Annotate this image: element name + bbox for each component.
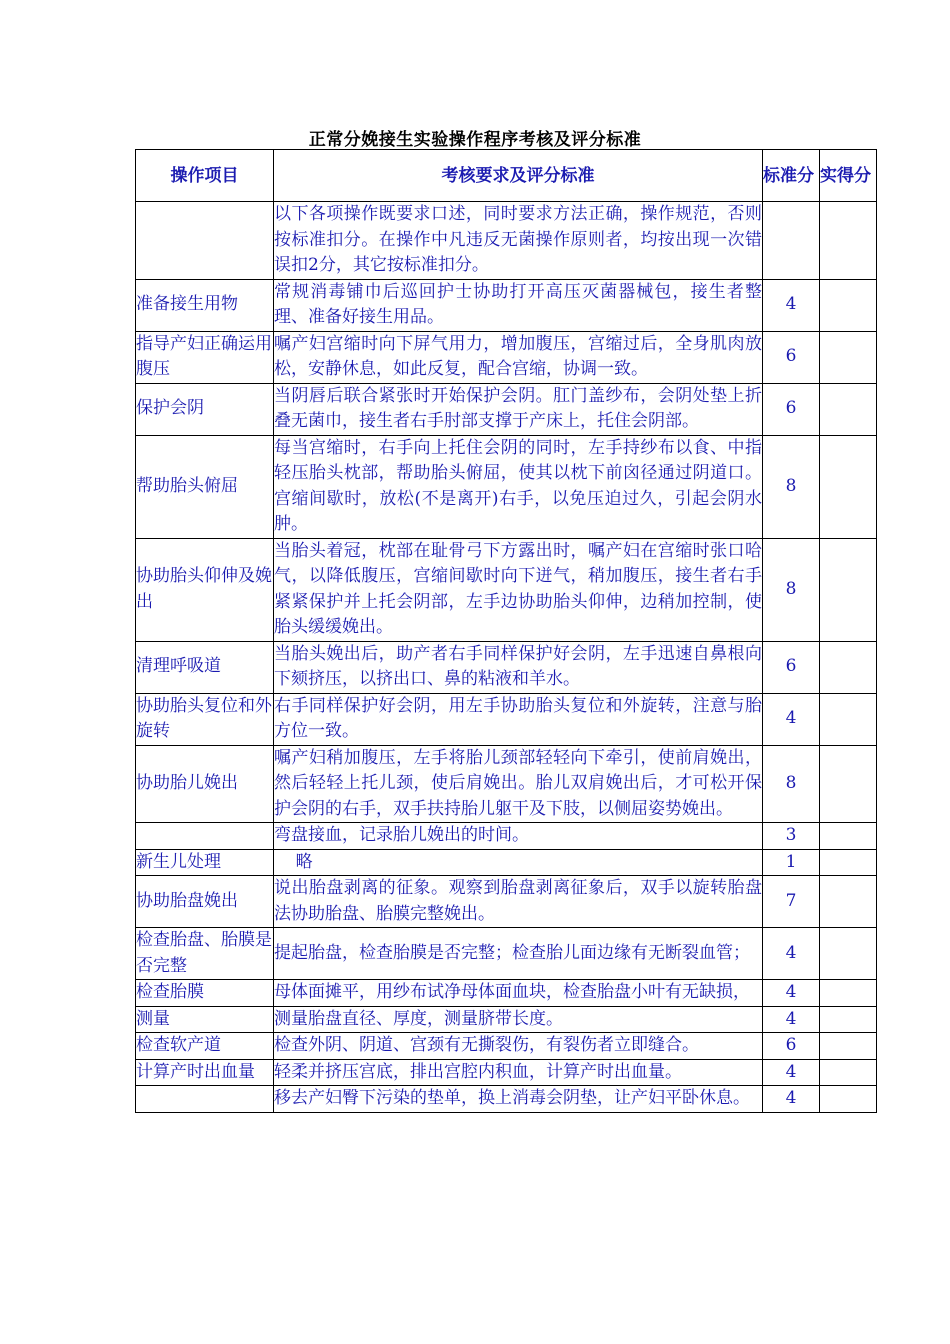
actual-score-cell[interactable] <box>820 202 877 280</box>
item-cell: 检查胎膜 <box>136 980 274 1007</box>
requirement-cell: 测量胎盘直径、厚度，测量脐带长度。 <box>274 1006 763 1033</box>
header-standard-score: 标准分 <box>763 150 820 202</box>
table-row <box>136 928 877 980</box>
standard-score-cell: 7 <box>763 876 820 928</box>
table-row <box>136 745 877 823</box>
item-cell: 指导产妇正确运用腹压 <box>136 331 274 383</box>
table-row <box>136 876 877 928</box>
requirement-cell: 移去产妇臀下污染的垫单，换上消毒会阴垫，让产妇平卧休息。 <box>274 1086 763 1113</box>
table-row <box>136 1059 877 1086</box>
item-cell: 新生儿处理 <box>136 849 274 876</box>
item-cell: 协助胎头复位和外旋转 <box>136 693 274 745</box>
table-row <box>136 435 877 538</box>
actual-score-cell[interactable] <box>820 641 877 693</box>
requirement-cell: 嘱产妇稍加腹压，左手将胎儿颈部轻轻向下牵引，使前肩娩出，然后轻轻上托儿颈，使后肩娩出。胎儿双肩娩出后，才可松开保护会阴的右手，双手扶持胎儿躯干及下肢，以侧屈姿势娩出。 <box>274 745 763 823</box>
standard-score-cell: 3 <box>763 823 820 850</box>
header-requirement: 考核要求及评分标准 <box>274 150 763 202</box>
standard-score-cell: 6 <box>763 1033 820 1060</box>
table-row <box>136 980 877 1007</box>
item-cell: 协助胎头仰伸及娩出 <box>136 538 274 641</box>
requirement-cell: 每当宫缩时，右手向上托住会阴的同时，左手持纱布以食、中指轻压胎头枕部，帮助胎头俯屈，使其以枕下前囟径通过阴道口。宫缩间歇时，放松(不是离开)右手，以免压迫过久，引起会阴水肿。 <box>274 435 763 538</box>
requirement-cell: 弯盘接血，记录胎儿娩出的时间。 <box>274 823 763 850</box>
requirement-cell: 说出胎盘剥离的征象。观察到胎盘剥离征象后，双手以旋转胎盘法协助胎盘、胎膜完整娩出。 <box>274 876 763 928</box>
standard-score-cell: 4 <box>763 980 820 1007</box>
requirement-cell: 右手同样保护好会阴，用左手协助胎头复位和外旋转，注意与胎方位一致。 <box>274 693 763 745</box>
actual-score-cell[interactable] <box>820 1033 877 1060</box>
item-cell <box>136 823 274 850</box>
standard-score-cell: 6 <box>763 383 820 435</box>
table-row <box>136 641 877 693</box>
requirement-cell: 当胎头着冠，枕部在耻骨弓下方露出时，嘱产妇在宫缩时张口哈气，以降低腹压，宫缩间歇时向下迸气，稍加腹压，接生者右手紧紧保护并上托会阴部，左手边协助胎头仰伸，边稍加控制，使胎头缓缓娩出。 <box>274 538 763 641</box>
standard-score-cell: 6 <box>763 331 820 383</box>
requirement-cell: 提起胎盘，检查胎膜是否完整；检查胎儿面边缘有无断裂血管； <box>274 928 763 980</box>
item-cell: 计算产时出血量 <box>136 1059 274 1086</box>
table-row <box>136 538 877 641</box>
item-cell: 测量 <box>136 1006 274 1033</box>
table-row <box>136 279 877 331</box>
standard-score-cell: 8 <box>763 745 820 823</box>
item-cell: 协助胎儿娩出 <box>136 745 274 823</box>
actual-score-cell[interactable] <box>820 1059 877 1086</box>
header-actual-score: 实得分 <box>820 150 877 202</box>
scoring-table <box>135 149 877 1113</box>
header-item: 操作项目 <box>136 150 274 202</box>
item-cell: 帮助胎头俯屈 <box>136 435 274 538</box>
actual-score-cell[interactable] <box>820 928 877 980</box>
item-cell: 检查胎盘、胎膜是否完整 <box>136 928 274 980</box>
actual-score-cell[interactable] <box>820 383 877 435</box>
actual-score-cell[interactable] <box>820 876 877 928</box>
requirement-cell: 检查外阴、阴道、宫颈有无撕裂伤，有裂伤者立即缝合。 <box>274 1033 763 1060</box>
standard-score-cell: 4 <box>763 1086 820 1113</box>
standard-score-cell <box>763 202 820 280</box>
table-row <box>136 1086 877 1113</box>
actual-score-cell[interactable] <box>820 693 877 745</box>
actual-score-cell[interactable] <box>820 1086 877 1113</box>
standard-score-cell: 6 <box>763 641 820 693</box>
table-header-row <box>136 150 877 202</box>
standard-score-cell: 4 <box>763 1006 820 1033</box>
actual-score-cell[interactable] <box>820 1006 877 1033</box>
requirement-cell: 轻柔并挤压宫底，排出宫腔内积血，计算产时出血量。 <box>274 1059 763 1086</box>
standard-score-cell: 1 <box>763 849 820 876</box>
item-cell: 清理呼吸道 <box>136 641 274 693</box>
standard-score-cell: 4 <box>763 693 820 745</box>
actual-score-cell[interactable] <box>820 331 877 383</box>
item-cell <box>136 1086 274 1113</box>
table-row <box>136 202 877 280</box>
table-row <box>136 823 877 850</box>
table-row <box>136 1006 877 1033</box>
table-row <box>136 383 877 435</box>
table-row <box>136 331 877 383</box>
standard-score-cell: 4 <box>763 1059 820 1086</box>
actual-score-cell[interactable] <box>820 849 877 876</box>
requirement-cell: 常规消毒铺巾后巡回护士协助打开高压灭菌器械包，接生者整理、准备好接生用品。 <box>274 279 763 331</box>
standard-score-cell: 4 <box>763 279 820 331</box>
actual-score-cell[interactable] <box>820 745 877 823</box>
actual-score-cell[interactable] <box>820 538 877 641</box>
item-cell <box>136 202 274 280</box>
actual-score-cell[interactable] <box>820 823 877 850</box>
requirement-cell: 当阴唇后联合紧张时开始保护会阴。肛门盖纱布，会阴处垫上折叠无菌巾，接生者右手肘部支撑于产床上，托住会阴部。 <box>274 383 763 435</box>
item-cell: 准备接生用物 <box>136 279 274 331</box>
actual-score-cell[interactable] <box>820 980 877 1007</box>
page-title: 正常分娩接生实验操作程序考核及评分标准 <box>308 130 642 150</box>
requirement-cell: 嘱产妇宫缩时向下屏气用力，增加腹压，宫缩过后，全身肌肉放松，安静休息，如此反复，配合宫缩，协调一致。 <box>274 331 763 383</box>
requirement-cell: 略 <box>274 849 763 876</box>
standard-score-cell: 8 <box>763 435 820 538</box>
requirement-cell: 母体面摊平，用纱布试净母体面血块，检查胎盘小叶有无缺损， <box>274 980 763 1007</box>
standard-score-cell: 4 <box>763 928 820 980</box>
standard-score-cell: 8 <box>763 538 820 641</box>
table-row <box>136 693 877 745</box>
item-cell: 保护会阴 <box>136 383 274 435</box>
table-row <box>136 849 877 876</box>
requirement-cell: 当胎头娩出后，助产者右手同样保护好会阴，左手迅速自鼻根向下颏挤压，以挤出口、鼻的粘液和羊水。 <box>274 641 763 693</box>
table-row <box>136 1033 877 1060</box>
item-cell: 协助胎盘娩出 <box>136 876 274 928</box>
actual-score-cell[interactable] <box>820 435 877 538</box>
requirement-cell: 以下各项操作既要求口述，同时要求方法正确，操作规范，否则按标准扣分。在操作中凡违反无菌操作原则者，均按出现一次错误扣2分，其它按标准扣分。 <box>274 202 763 280</box>
item-cell: 检查软产道 <box>136 1033 274 1060</box>
actual-score-cell[interactable] <box>820 279 877 331</box>
